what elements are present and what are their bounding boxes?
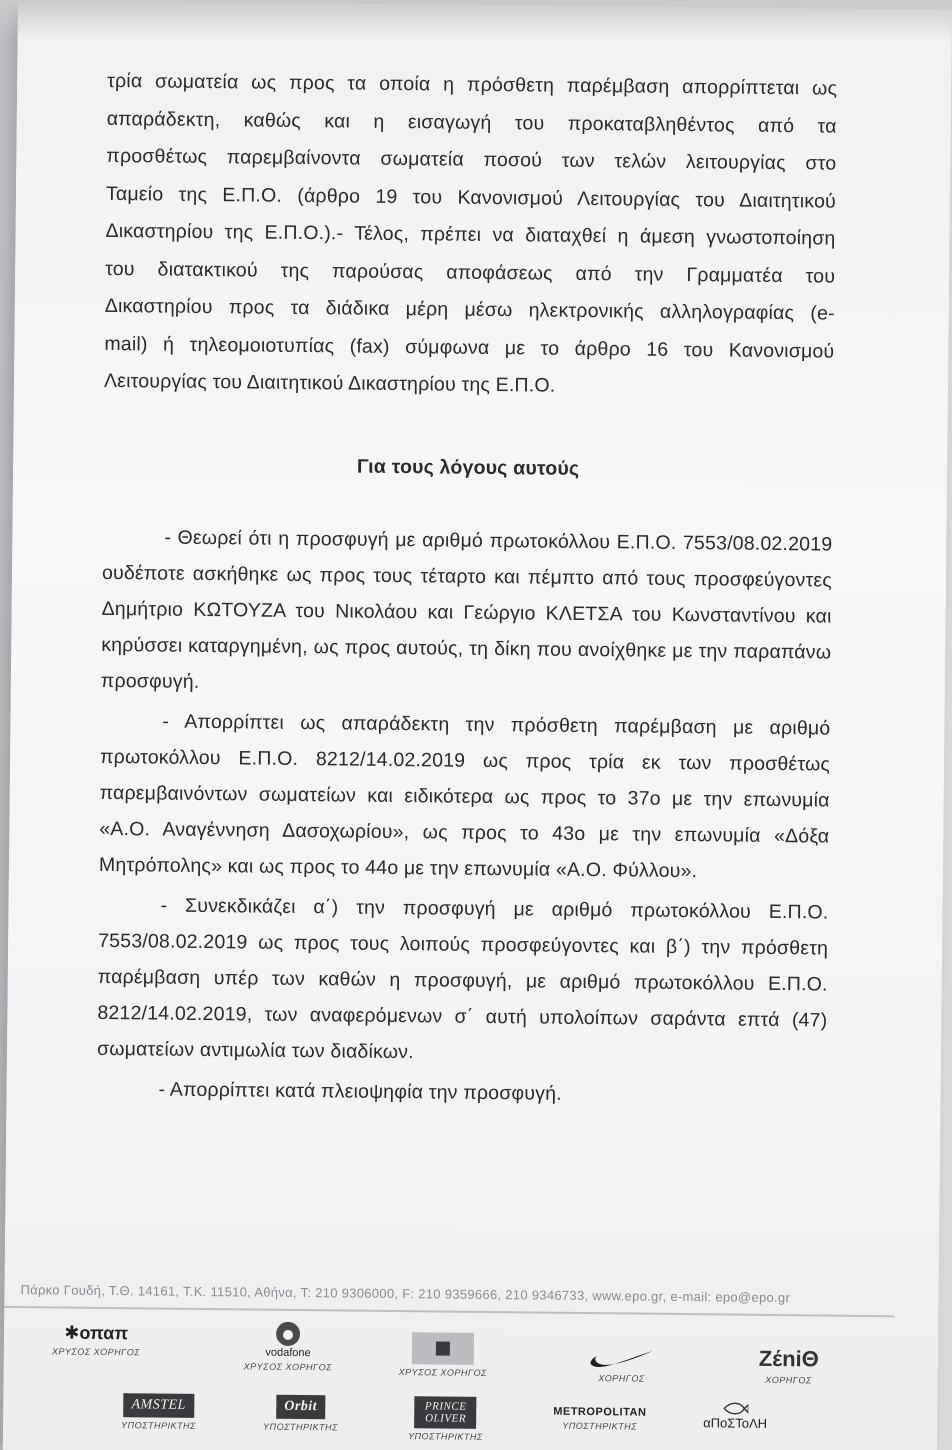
sponsor-caption: ΧΡΥΣΟΣ ΧΟΡΗΓΟΣ	[243, 1361, 333, 1373]
sponsor-caption: ΧΡΥΣΟΣ ΧΟΡΗΓΟΣ	[51, 1346, 141, 1358]
opap-logo: ✱οπαπ	[64, 1322, 129, 1344]
sponsor-metropolitan	[553, 1406, 646, 1432]
tpe-logo	[412, 1332, 474, 1365]
sponsor-caption: ΥΠΟΣΤΗΡΙΚΤΗΣ	[562, 1420, 638, 1432]
paragraph-line: τρία σωματεία ως προς τα οποία η πρόσθετη παρέμβαση απορρίπτεται ως	[107, 69, 838, 100]
vodafone-mark-icon	[275, 1321, 301, 1347]
sponsor-caption: ΥΠΟΣΤΗΡΙΚΤΗΣ	[263, 1421, 338, 1433]
section-heading: Για τους λόγους αυτούς	[356, 455, 580, 480]
paragraph-line: προσθέτως παρεμβαίνοντα σωματεία ποσού των τελών λειτουργίας στο	[106, 144, 837, 175]
paragraph-line: Ταμείο της Ε.Π.Ο. (άρθρο 19 του Κανονισμού Λειτουργίας του Διαιτητικού	[105, 182, 837, 213]
star-icon: ✱	[64, 1322, 80, 1343]
ruling-clause-3: - Συνεκδικάζει α΄) την προσφυγή με αριθμό πρωτοκόλλου Ε.Π.Ο. 7553/08.02.2019 ως προς τους λοιπούς προσφεύγοντες και β΄) την πρόσθετη παρέμβαση υπέρ των καθών η προσφυγή, με αριθμό πρωτοκόλλου Ε.Π.Ο. 8212/14.02.2019, των αναφερόμενων σ΄ αυτή υπολοίπων σαράντα επτά (47) σωματείων αντιμωλία των διαδίκων.	[96, 894, 829, 1063]
ruling-clause-2: - Απορρίπτει ως απαράδεκτη την πρόσθετη παρέμβαση με αριθμό πρωτοκόλλου Ε.Π.Ο. 8212/14.02.2019 ως προς τρία εκ των προσθέτως παρεμβαινόντων σωματείων και ειδικότερα ως προς το 37ο με την επωνυμία «Α.Ο. Αναγέννηση Δασοχωρίου», ως προς το 43ο με την επωνυμία «Δόξα Μητρόπολης» και ως προς το 44ο με την επωνυμία «Α.Ο. Φύλλου».	[98, 710, 831, 882]
sponsor-apostoli	[703, 1401, 767, 1431]
sponsor-tpe	[399, 1332, 488, 1378]
nike-swoosh-icon	[589, 1346, 655, 1371]
paragraph-line: mail) ή τηλεομοιοτυπίας (fax) σύμφωνα με το άρθρο 16 του Κανονισμού	[104, 332, 835, 363]
sponsor-amstel	[121, 1393, 196, 1431]
sponsor-caption: ΥΠΟΣΤΗΡΙΚΤΗΣ	[121, 1420, 196, 1431]
sponsor-vodafone	[244, 1320, 333, 1372]
decision-paragraph	[104, 63, 837, 408]
footer-contact: Πάρκο Γουδή, Τ.Θ. 14161, Τ.Κ. 11510, Αθήνα, Τ: 210 9306000, F: 210 9359666, 210 9346733, www.epo.gr, e-mail: epo@epo.gr	[20, 1282, 791, 1306]
sponsor-orbit	[263, 1395, 338, 1433]
sponsor-strip	[23, 1314, 864, 1450]
sponsor-caption: ΧΟΡΗΓΟΣ	[598, 1373, 645, 1384]
paragraph-line: Δικαστηρίου προς τα διάδικα μέρη μέσω ηλεκτρονικής αλληλογραφίας (e-	[104, 294, 835, 325]
ruling-clause-4: - Απορρίπτει κατά πλειοψηφία την προσφυγή.	[158, 1078, 562, 1105]
sponsor-zenith	[759, 1346, 819, 1386]
prince-oliver-logo: PRINCE OLIVER	[414, 1396, 476, 1429]
sponsor-opap	[52, 1322, 141, 1357]
ruling-clause-1: - Θεωρεί ότι η προσφυγή με αριθμό πρωτοκόλλου Ε.Π.Ο. 7553/08.02.2019 ουδέποτε ασκήθηκε ως προς τους τέταρτο και πέμπτο από τους προσφεύγοντες Δημήτριο ΚΩΤΟΥΖΑ του Νικολάου και Γεώργιο ΚΛΕΤΣΑ του Κωνσταντίνου και κηρύσσει καταργημένη, ως προς αυτούς, τη δίκη που ανοίχθηκε με την παραπάνω προσφυγή.	[100, 526, 833, 693]
document-page	[3, 0, 952, 1450]
fish-icon	[722, 1401, 748, 1415]
apostoli-logo: αΠοΣΤοΛΗ	[703, 1415, 768, 1431]
sponsor-nike	[589, 1346, 655, 1384]
amstel-logo: AMSTEL	[123, 1393, 194, 1418]
document-body	[96, 63, 837, 1114]
vodafone-logo: vodafone	[265, 1346, 311, 1360]
sponsor-caption: ΥΠΟΣΤΗΡΙΚΤΗΣ	[407, 1431, 483, 1442]
metropolitan-logo: METROPOLITAN	[553, 1405, 647, 1419]
zenith-logo: ΖέniΘ	[758, 1345, 819, 1372]
sponsor-caption: ΧΟΡΗΓΟΣ	[765, 1374, 812, 1386]
sponsor-prince-oliver	[408, 1396, 483, 1442]
orbit-logo: Orbit	[276, 1395, 325, 1420]
sponsor-caption: ΧΡΥΣΟΣ ΧΟΡΗΓΟΣ	[398, 1367, 488, 1378]
paragraph-line: Λειτουργίας του Διαιτητικού Δικαστηρίου της Ε.Π.Ο.	[103, 369, 556, 397]
photo-fold-shadow	[0, 0, 952, 40]
paragraph-line: Δικαστηρίου της Ε.Π.Ο.).- Τέλος, πρέπει να διαταχθεί η άμεση γνωστοποίηση	[105, 219, 836, 250]
paragraph-line: απαράδεκτη, καθώς και η εισαγωγή του προκαταβληθέντος από τα	[106, 107, 837, 138]
paragraph-line: του διατακτικού της παρούσας αποφάσεως από την Γραμματέα του	[105, 257, 836, 288]
